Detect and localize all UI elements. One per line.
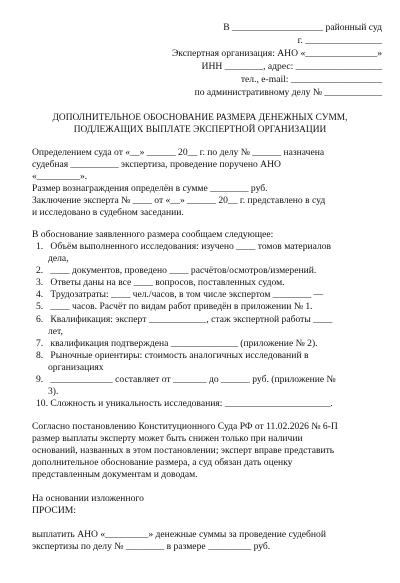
list-item: [36, 301, 378, 313]
list-item-text: _____________ составляет от _______ до ______ руб. (приложение №: [50, 374, 336, 385]
list-item-text: Объём выполненного исследования: изучено ____ томов материалов: [50, 241, 332, 252]
list-item: [36, 350, 378, 362]
intro-line: судебная __________ экспертиза, проведение поручено АНО: [32, 159, 281, 170]
list-item-number: 8.: [36, 350, 44, 361]
document-title-line-1: ДОПОЛНИТЕЛЬНОЕ ОБОСНОВАНИЕ РАЗМЕРА ДЕНЕЖНЫХ СУММ,: [52, 113, 348, 123]
list-item: [36, 398, 378, 410]
list-item-text: Рыночные ориентиры: стоимость аналогичных исследований в: [50, 350, 309, 361]
list-item-text: ____ часов. Расчёт по видам работ приведён в приложении № 1.: [50, 301, 313, 312]
list-item: [36, 289, 378, 301]
list-item-text: Трудозатраты: ____ чел./часов, в том числе экспертом ________ —: [50, 289, 324, 300]
intro-line: «_________».: [32, 171, 88, 182]
list-item: [36, 338, 378, 350]
request-line: выплатить АНО «_________» денежные суммы за проведение судебной: [32, 529, 326, 540]
intro-line: Размер вознаграждения определён в сумме ________ руб.: [32, 183, 268, 194]
resolution-line: представленным документам и доводам.: [32, 469, 198, 480]
list-item: [36, 277, 378, 289]
request-basis: На основании изложенного: [32, 493, 144, 504]
list-item-text: ____ документов, проведено ____ расчётов/осмотров/измерений.: [50, 265, 317, 276]
list-item-number: 6.: [36, 314, 44, 325]
header-city: г. ________________: [297, 35, 382, 46]
list-item: [36, 374, 378, 386]
resolution-line: дополнительное обоснование размера, а суд обязан дать оценку: [32, 457, 293, 468]
header-inn: ИНН ________, адрес: __________________: [201, 61, 382, 72]
header-court: В ___________________ районный суд: [223, 22, 382, 33]
basis-lead: В обоснование заявленного размера сообщаем следующее:: [32, 229, 274, 240]
list-item-continuation: дела,: [48, 253, 69, 264]
list-item: [36, 241, 378, 253]
list-item-continuation: лет,: [48, 326, 63, 337]
header-case: по административному делу № ____________: [194, 87, 382, 98]
header-contacts: тел., e-mail: ___________________: [240, 74, 382, 85]
list-item-number: 9.: [36, 374, 44, 385]
resolution-line: размер выплаты эксперту может быть снижен только при наличии: [32, 433, 303, 444]
list-item: [36, 265, 378, 277]
list-item-number: 3.: [36, 277, 44, 288]
list-item-number: 5.: [36, 301, 44, 312]
list-item-continuation: организациях: [48, 362, 104, 373]
intro-line: Определением суда от «__» ______ 20__ г. по делу № ______ назначена: [32, 147, 325, 158]
list-item-text: Квалификация: эксперт ____________, стаж экспертной работы ____: [50, 314, 333, 325]
list-item-number: 2.: [36, 265, 44, 276]
request-heading: ПРОСИМ:: [32, 505, 76, 516]
list-item-number: 4.: [36, 289, 44, 300]
request-line: экспертизы по делу № ________ в размере _________ руб.: [32, 541, 271, 552]
header-org: Экспертная организация: АНО «_______________»: [171, 48, 382, 59]
list-item-number: 1.: [36, 241, 44, 252]
list-item-number: 7.: [36, 338, 44, 349]
list-item-text: квалификация подтверждена ______________ (приложение № 2).: [50, 338, 318, 349]
intro-line: Заключение эксперта № ____ от «__» ______ 20__ г. представлено в суд: [32, 195, 326, 206]
list-item-text: Сложность и уникальность исследования: ______________________.: [50, 398, 333, 409]
resolution-line: Согласно постановлению Конституционного Суда РФ от 11.02.2026 № 6-П: [32, 421, 338, 432]
list-item-number: 10.: [36, 398, 48, 409]
list-item-continuation: 3).: [48, 386, 59, 397]
intro-line: и исследовано в судебном заседании.: [32, 207, 184, 218]
list-item: [36, 314, 378, 326]
document-title-line-2: ПОДЛЕЖАЩИХ ВЫПЛАТЕ ЭКСПЕРТНОЙ ОРГАНИЗАЦИИ: [73, 125, 327, 135]
list-item-text: Ответы даны на все ____ вопросов, поставленных судом.: [50, 277, 285, 288]
resolution-line: оснований, названных в этом постановлении; эксперт вправе представить: [32, 445, 335, 456]
